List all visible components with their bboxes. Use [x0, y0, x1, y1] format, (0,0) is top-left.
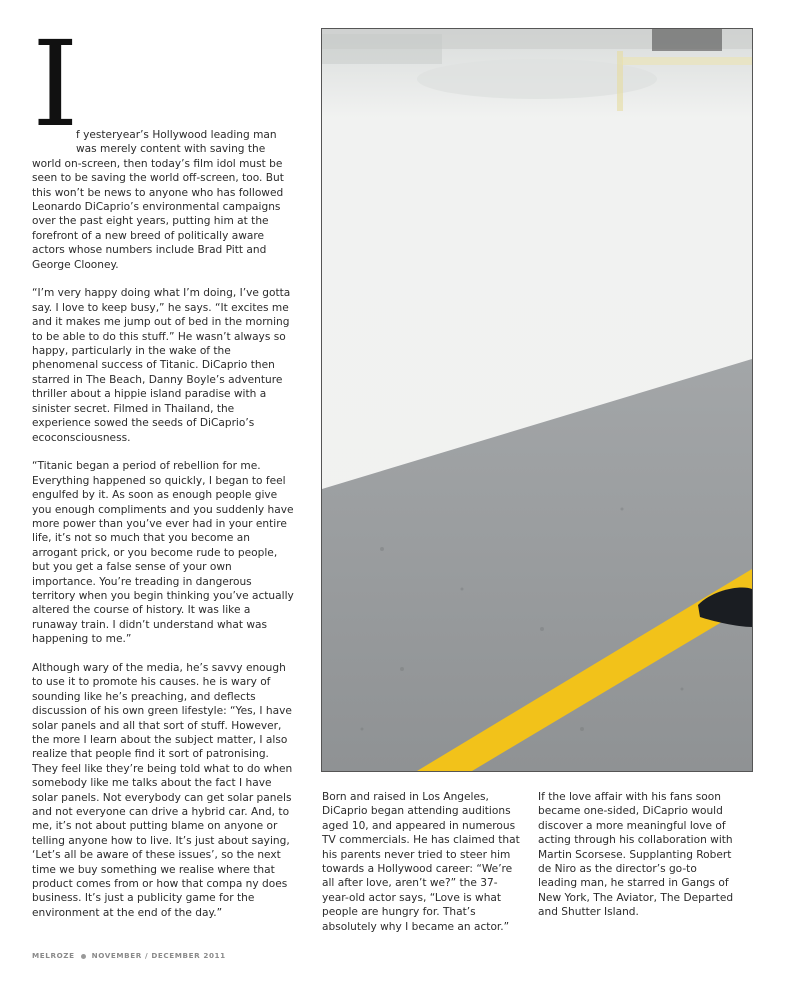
right-column — [538, 790, 738, 934]
middle-paragraph: Born and raised in Los Angeles, DiCaprio began attending auditions aged 10, and appeared in numerous TV commercials. He has claimed that his parents never tried to steer him towards a Hollywood career: “We’re all after love, aren’t we?” the 37-year-old actor says, “Love is what people are hungry for. That’s absolutely why I became an actor.” — [322, 791, 520, 933]
drop-cap: I — [32, 15, 79, 153]
left-column — [32, 15, 295, 935]
article-photo — [321, 28, 753, 772]
page-footer — [32, 951, 226, 960]
bullet-dot-icon — [81, 954, 86, 959]
paragraph-3: “Titanic began a period of rebellion for me. Everything happened so quickly, I began to feel engulfed by it. As soon as enough people give you enough compliments and you suddenly have more power than you’ve ever had in your entire life, it’s not so much that you become an arrogant prick, or you become rude to people, but you get a false sense of your own importance. You’re treading in dangerous territory when you begin thinking you’ve actually altered the course of history. It was like a runaway train. I didn’t understand what was happening to me.” — [32, 460, 294, 646]
right-paragraph: If the love affair with his fans soon became one-sided, DiCaprio would discover a more meaningful love of acting through his collaboration with Martin Scorsese. Supplanting Robert de Niro as the director’s go-to leading man, he starred in Gangs of New York, The Aviator, The Departed and Shutter Island. — [538, 791, 734, 919]
middle-column — [322, 790, 522, 948]
paragraph-4: Although wary of the media, he’s savvy enough to use it to promote his causes. he is wary of sounding like he’s preaching, and deflects discussion of his own green lifestyle: “Yes, I have solar panels and all that sort of stuff. However, the more I learn about the subject matter, I also realize that people find it sort of patronising. They feel like they’re being told what to do when somebody like me talks about the fact I have solar panels. Not everybody can get solar panels and not everyone can drive a hybrid car. And, to me, it’s not about putting blame on anyone or telling anyone how to live. It’s just about saying, ‘Let’s all be aware of these issues’, so the next time we buy something we realise where that product comes from or how that compa ny does business. It’s just a publicity game for the environment at the end of the day.” — [32, 661, 293, 919]
issue-date: NOVEMBER / DECEMBER 2011 — [91, 951, 226, 960]
road-photo-svg — [322, 29, 752, 771]
paragraph-2: “I’m very happy doing what I’m doing, I’ve gotta say. I love to keep busy,” he says. “It excites me and it makes me jump out of bed in the morning to be able to do this stuff.” He wasn’t always so happy, particularly in the wake of the phenomenal success of Titanic. DiCaprio then starred in The Beach, Danny Boyle’s adventure thriller about a hippie island paradise with a sinister secret. Filmed in Thailand, the experience sowed the seeds of DiCaprio’s ecoconsciousness. — [32, 287, 291, 444]
magazine-name: MELROZE — [32, 951, 75, 960]
paragraph-1-text: f yesteryear’s Hollywood leading man was merely content with saving the world on-screen, then today’s film idol must be seen to be saving the world off-screen, too. But this won’t be news to anyone who has followed Leonardo DiCaprio’s environmental campaigns over the past eight years, putting him at the forefront of a new breed of politically aware actors whose numbers include Brad Pitt and George Clooney. — [32, 129, 284, 271]
